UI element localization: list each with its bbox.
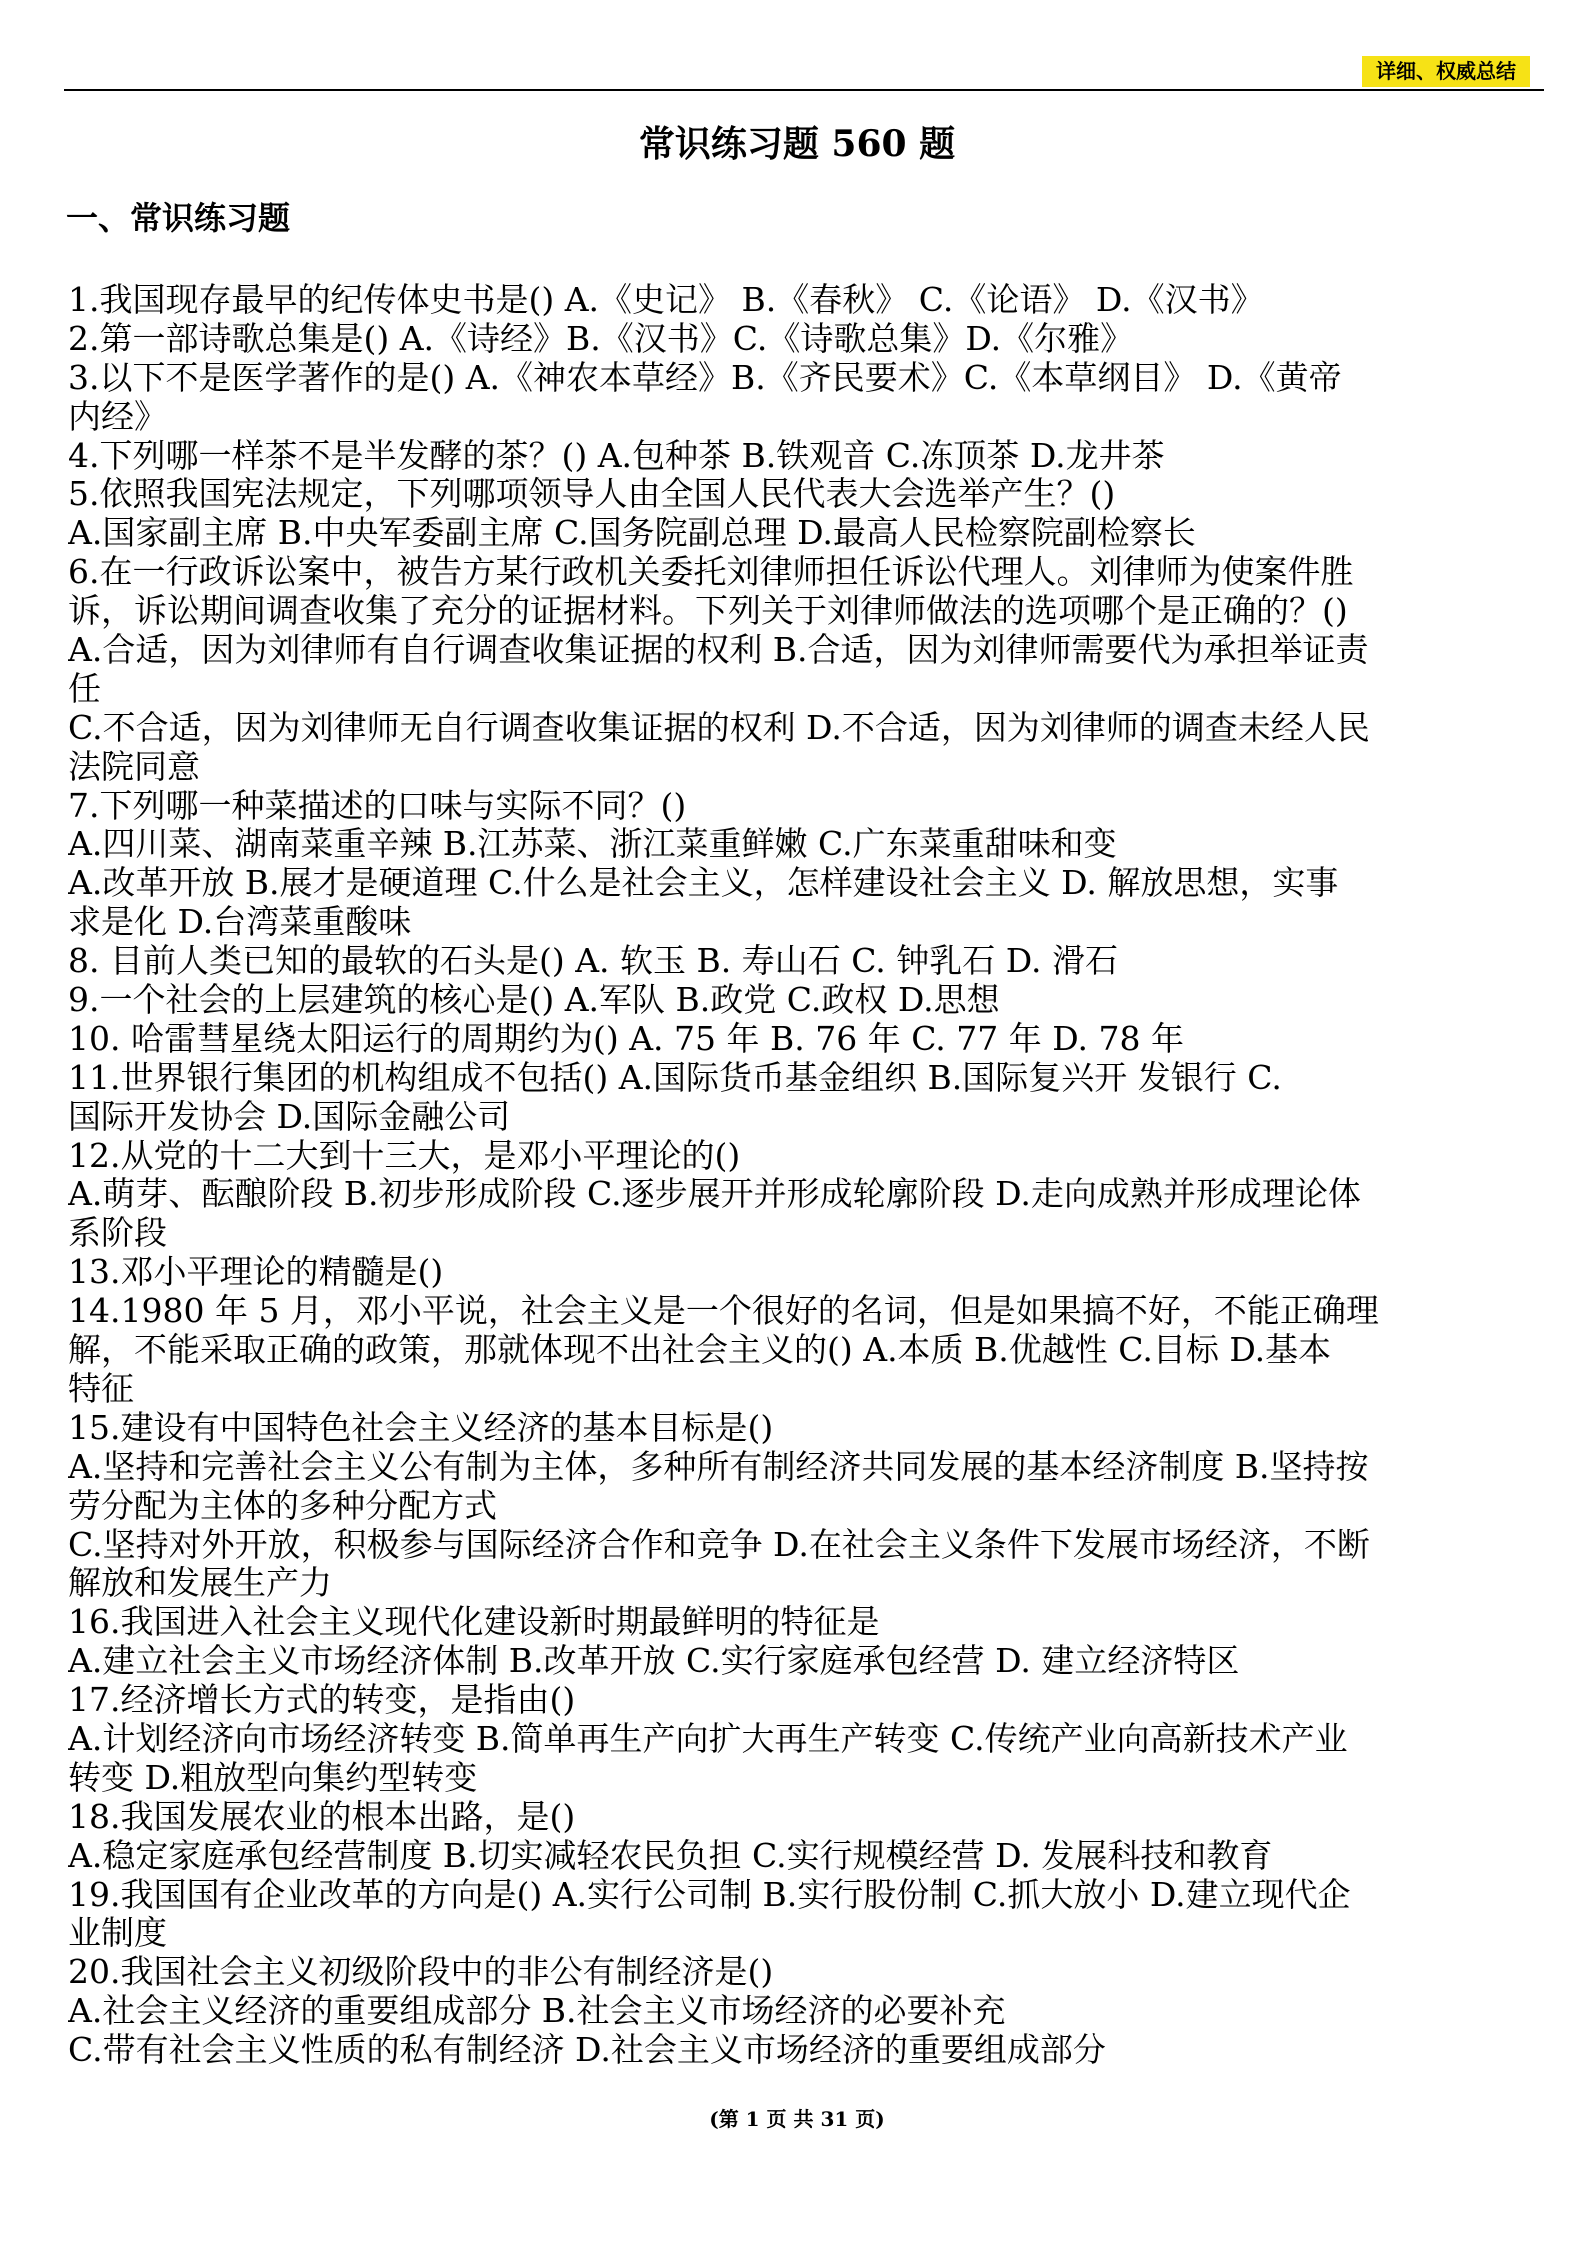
text-line: 17.经济增长方式的转变，是指由() [68, 1681, 576, 1720]
question-list [68, 281, 1546, 2070]
text-line: 系阶段 [68, 1214, 167, 1253]
text-line: 任 [68, 669, 101, 708]
text-line: 16.我国进入社会主义现代化建设新时期最鲜明的特征是 [68, 1603, 880, 1642]
text-line: A.四川菜、湖南菜重辛辣 B.江苏菜、浙江菜重鲜嫩 C.广东菜重甜味和变 [68, 825, 1117, 864]
text-line: A.合适，因为刘律师有自行调查收集证据的权利 B.合适，因为刘律师需要代为承担举证责 [68, 631, 1369, 670]
text-line: 解放和发展生产力 [68, 1564, 332, 1603]
text-line: 9.一个社会的上层建筑的核心是() A.军队 B.政党 C.政权 D.思想 [68, 981, 1000, 1020]
text-line: A.国家副主席 B.中央军委副主席 C.国务院副总理 D.最高人民检察院副检察长 [68, 514, 1196, 553]
text-line: A.坚持和完善社会主义公有制为主体，多种所有制经济共同发展的基本经济制度 B.坚持按 [68, 1447, 1369, 1486]
text-line: 5.依照我国宪法规定，下列哪项领导人由全国人民代表大会选举产生？() [68, 475, 1116, 514]
text-line: 18.我国发展农业的根本出路，是() [68, 1797, 576, 1836]
text-line: 19.我国国有企业改革的方向是() A.实行公司制 B.实行股份制 C.抓大放小 D.建立现代企 [68, 1875, 1351, 1914]
text-line: 特征 [68, 1369, 134, 1408]
text-line: A.萌芽、酝酿阶段 B.初步形成阶段 C.逐步展开并形成轮廓阶段 D.走向成熟并形成理论体 [68, 1175, 1361, 1214]
text-line: 劳分配为主体的多种分配方式 [68, 1486, 497, 1525]
text-line: 15.建设有中国特色社会主义经济的基本目标是() [68, 1408, 774, 1447]
text-line: 求是化 D.台湾菜重酸味 [68, 903, 412, 942]
text-line: 法院同意 [68, 747, 200, 786]
document-title: 常识练习题 560 题 [638, 123, 956, 165]
text-line: A.建立社会主义市场经济体制 B.改革开放 C.实行家庭承包经营 D. 建立经济特区 [68, 1642, 1240, 1681]
text-line: 13.邓小平理论的精髓是() [68, 1253, 444, 1292]
text-line: 12.从党的十二大到十三大，是邓小平理论的() [68, 1136, 741, 1175]
text-line: 14.1980 年 5 月，邓小平说，社会主义是一个很好的名词，但是如果搞不好，不能正确理 [68, 1292, 1379, 1331]
text-line: 转变 D.粗放型向集约型转变 [68, 1758, 478, 1797]
text-line: 6.在一行政诉讼案中，被告方某行政机关委托刘律师担任诉讼代理人。刘律师为使案件胜 [68, 553, 1354, 592]
text-line: 10. 哈雷彗星绕太阳运行的周期约为() A. 75 年 B. 76 年 C. 77 年 D. 78 年 [68, 1019, 1184, 1058]
text-line: C.坚持对外开放，积极参与国际经济合作和竞争 D.在社会主义条件下发展市场经济，不断 [68, 1525, 1370, 1564]
text-line: A.社会主义经济的重要组成部分 B.社会主义市场经济的必要补充 [68, 1992, 1006, 2031]
text-line: C.不合适，因为刘律师无自行调查收集证据的权利 D.不合适，因为刘律师的调查未经人民 [68, 708, 1370, 747]
text-line: 8. 目前人类已知的最软的石头是() A. 软玉 B. 寿山石 C. 钟乳石 D. 滑石 [68, 942, 1119, 981]
header-divider [64, 89, 1544, 91]
text-line: 2.第一部诗歌总集是() A.《诗经》B.《汉书》C.《诗歌总集》D.《尔雅》 [68, 319, 1134, 358]
page-footer: (第 1 页 共 31 页) [709, 2107, 885, 2131]
section-heading: 一、常识练习题 [66, 199, 291, 237]
text-line: 解，不能采取正确的政策，那就体现不出社会主义的() A.本质 B.优越性 C.目标 D.基本 [68, 1331, 1332, 1370]
text-line: 11.世界银行集团的机构组成不包括() A.国际货币基金组织 B.国际复兴开 发银行 C. [68, 1058, 1282, 1097]
text-line: C.带有社会主义性质的私有制经济 D.社会主义市场经济的重要组成部分 [68, 2031, 1106, 2070]
text-line: 20.我国社会主义初级阶段中的非公有制经济是() [68, 1953, 774, 1992]
text-line: A.改革开放 B.展才是硬道理 C.什么是社会主义，怎样建设社会主义 D. 解放思想，实事 [68, 864, 1339, 903]
text-line: 业制度 [68, 1914, 167, 1953]
text-line: 国际开发协会 D.国际金融公司 [68, 1097, 511, 1136]
text-line: 4.下列哪一样茶不是半发酵的茶？() A.包种茶 B.铁观音 C.冻顶茶 D.龙井茶 [68, 436, 1165, 475]
text-line: 内经》 [68, 397, 167, 436]
text-line: 3.以下不是医学著作的是() A.《神农本草经》B.《齐民要术》C.《本草纲目》 D.《黄帝 [68, 358, 1342, 397]
text-line: 7.下列哪一种菜描述的口味与实际不同？() [68, 786, 687, 825]
text-line: A.稳定家庭承包经营制度 B.切实减轻农民负担 C.实行规模经营 D. 发展科技和教育 [68, 1836, 1273, 1875]
header-badge: 详细、权威总结 [1362, 56, 1530, 87]
text-line: A.计划经济向市场经济转变 B.简单再生产向扩大再生产转变 C.传统产业向高新技术产业 [68, 1719, 1348, 1758]
text-line: 1.我国现存最早的纪传体史书是() A.《史记》 B.《春秋》 C.《论语》 D.《汉书》 [68, 281, 1264, 319]
text-line: 诉，诉讼期间调查收集了充分的证据材料。下列关于刘律师做法的选项哪个是正确的？() [68, 592, 1348, 631]
